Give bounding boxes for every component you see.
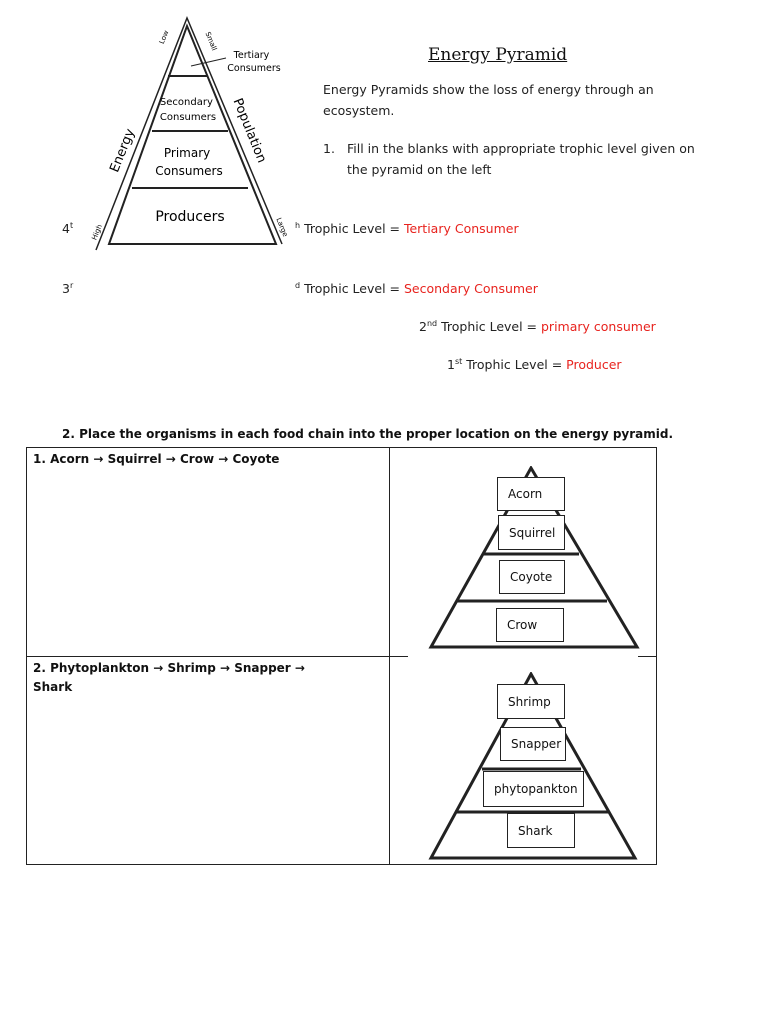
trophic-num-3: 3$^r$ (62, 280, 74, 296)
table-divider-horizontal (638, 656, 657, 657)
population-label: Population (229, 96, 269, 166)
trophic-answer-4: Tertiary Consumer (403, 221, 519, 236)
pyramid2-box-phytopankton[interactable]: phytopankton (483, 771, 584, 807)
trophic-answer-3: Secondary Consumer (403, 281, 538, 296)
low-label: Low (157, 29, 171, 46)
pyramid1-box-acorn[interactable]: Acorn (497, 477, 565, 511)
pyramid2-box-shark[interactable]: Shark (507, 813, 575, 848)
trophic-num-4: 4$^t$ (62, 220, 74, 236)
pyramid1-box-squirrel[interactable]: Squirrel (498, 515, 565, 550)
energy-pyramid-diagram (88, 12, 308, 252)
energy-label: Energy (107, 126, 139, 175)
table-divider-horizontal (26, 656, 408, 657)
small-label: Small (203, 30, 219, 52)
question-1-text: Fill in the blanks with appropriate trophic level given on the pyramid on the left (347, 141, 695, 177)
pyramid2-box-snapper[interactable]: Snapper (500, 727, 566, 761)
pyramid1-box-crow[interactable]: Crow (496, 608, 564, 642)
level-producers: Producers (155, 209, 225, 225)
food-chain-1: 1. Acorn → Squirrel → Crow → Coyote (33, 452, 280, 466)
question-2: 2. Place the organisms in each food chain into the proper location on the energy pyramid. (62, 427, 674, 441)
page-title: Energy Pyramid (428, 45, 568, 65)
trophic-row-2: 2nd Trophic Level = primary consumer (419, 318, 656, 334)
level-primary: Primary Consumers (155, 146, 223, 178)
pyramid1-box-coyote[interactable]: Coyote (499, 560, 565, 594)
large-label: Large (274, 216, 290, 238)
question-1-number: 1. (323, 141, 335, 156)
trophic-answer-1: Producer (566, 357, 622, 372)
level-tertiary: Tertiary Consumers (227, 50, 281, 74)
food-chain-2: 2. Phytoplankton → Shrimp → Snapper → Shark (33, 661, 305, 694)
intro-text: Energy Pyramids show the loss of energy through an ecosystem. (323, 82, 654, 118)
trophic-row-4: $^h$ Trophic Level = Tertiary Consumer (295, 220, 519, 236)
pyramid2-box-shrimp[interactable]: Shrimp (497, 684, 565, 719)
tertiary-pointer (191, 58, 226, 66)
trophic-answer-2: primary consumer (541, 319, 656, 334)
trophic-row-1: 1st Trophic Level = Producer (447, 356, 622, 372)
high-label: High (90, 223, 104, 242)
trophic-row-3: $^d$ Trophic Level = Secondary Consumer (295, 280, 538, 296)
question-1 (323, 138, 698, 180)
level-secondary: Secondary Consumers (159, 97, 217, 123)
